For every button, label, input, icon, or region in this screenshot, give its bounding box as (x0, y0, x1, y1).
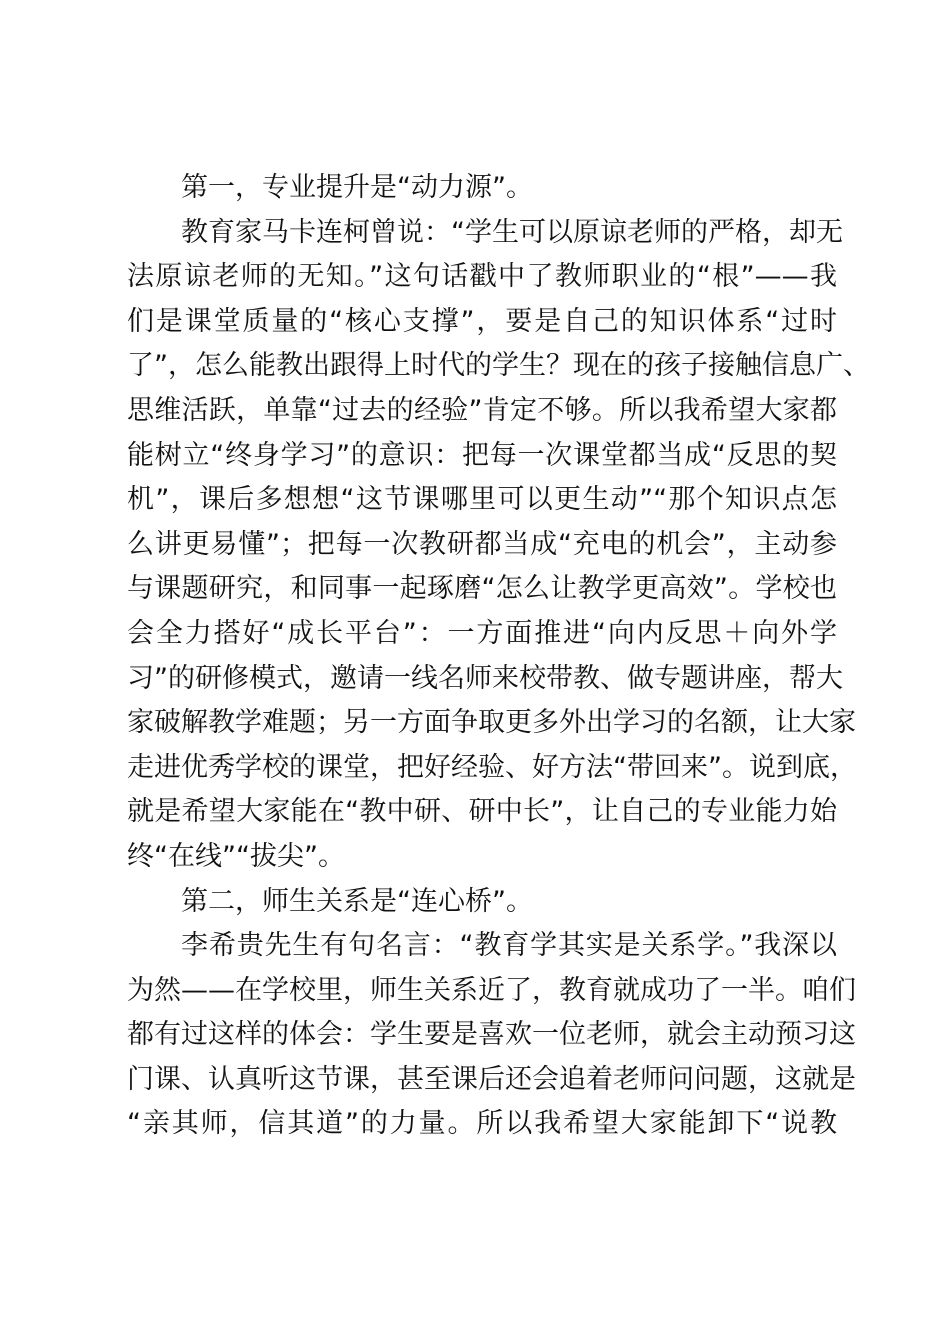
paragraph-line: 家破解教学难题；另一方面争取更多外出学习的名额，让大家 (127, 707, 856, 739)
paragraph-line: 教育家马卡连柯曾说：“学生可以原谅老师的严格，却无 (181, 216, 843, 248)
heading-first-point: 第一，专业提升是“动力源”。 (181, 172, 533, 203)
paragraph-line: 习”的研修模式，邀请一线名师来校带教、做专题讲座，帮大 (127, 662, 843, 694)
paragraph-line: 们是课堂质量的“核心支撑”，要是自己的知识体系“过时 (127, 305, 837, 337)
paragraph-line: 李希贵先生有句名言：“教育学其实是关系学。”我深以 (181, 930, 837, 962)
paragraph-line: 机”，课后多想想“这节课哪里可以更生动”“那个知识点怎 (127, 484, 837, 516)
paragraph-line: 与课题研究，和同事一起琢磨“怎么让教学更高效”。学校也 (127, 573, 837, 605)
paragraph-line: 思维活跃，单靠“过去的经验”肯定不够。所以我希望大家都 (127, 394, 837, 426)
paragraph-line: “亲其师，信其道”的力量。所以我希望大家能卸下“说教 (127, 1108, 837, 1140)
paragraph-line: 法原谅老师的无知。”这句话戳中了教师职业的“根”——我 (127, 261, 837, 293)
heading-second-point: 第二，师生关系是“连心桥”。 (181, 885, 533, 917)
paragraph-line: 门课、认真听这节课，甚至课后还会追着老师问问题，这就是 (127, 1063, 856, 1095)
paragraph-line: 为然——在学校里，师生关系近了，教育就成功了一半。咱们 (127, 974, 856, 1006)
paragraph-line: 会全力搭好“成长平台”：一方面推进“向内反思＋向外学 (127, 617, 837, 649)
paragraph-line: 走进优秀学校的课堂，把好经验、好方法“带回来”。说到底， (127, 751, 857, 783)
paragraph-line: 都有过这样的体会：学生要是喜欢一位老师，就会主动预习这 (127, 1019, 856, 1051)
paragraph-line: 么讲更易懂”；把每一次教研都当成“充电的机会”，主动参 (127, 528, 837, 560)
paragraph-line: 能树立“终身学习”的意识：把每一次课堂都当成“反思的契 (127, 439, 837, 471)
document-body (127, 166, 870, 1147)
paragraph-line: 了”，怎么能教出跟得上时代的学生？现在的孩子接触信息广、 (127, 350, 870, 382)
paragraph-line: 终“在线”“拔尖”。 (127, 840, 345, 872)
paragraph-line: 就是希望大家能在“教中研、研中长”，让自己的专业能力始 (127, 796, 837, 828)
